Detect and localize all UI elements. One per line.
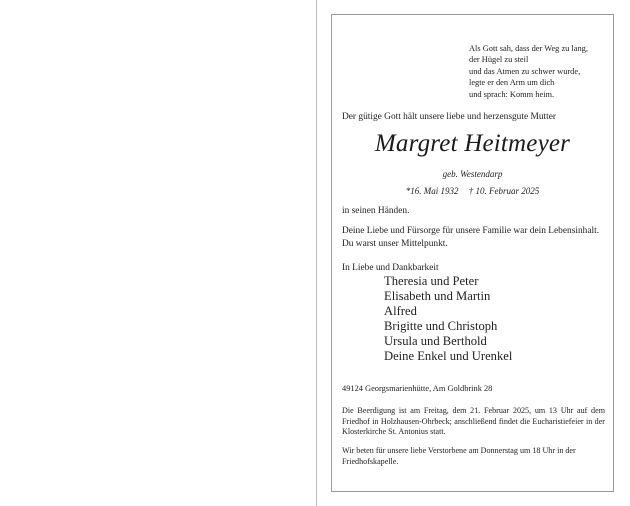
life-dates xyxy=(332,186,613,196)
mourner-entry: Deine Enkel und Urenkel xyxy=(384,349,513,364)
mourner-entry: Brigitte und Christoph xyxy=(384,319,498,334)
funeral-info: Die Beerdigung ist am Freitag, dem 21. Februar 2025, um 13 Uhr auf dem Friedhof in Holzhausen-Ohrbeck; anschließend findet die Eucharistiefeier in der Klosterkirche St. Antonius statt. xyxy=(342,406,605,437)
gratitude-text: In Liebe und Dankbarkeit xyxy=(342,263,439,273)
maiden-name: geb. Westendarp xyxy=(442,169,503,179)
intro-text: Der gütige Gott hält unsere liebe und herzensgute Mutter xyxy=(342,112,556,122)
mourner-entry: Theresia und Peter xyxy=(384,274,479,288)
poem xyxy=(469,43,588,100)
poem-line: der Hügel zu steil xyxy=(469,55,529,65)
mourners-list xyxy=(384,274,512,365)
address: 49124 Georgsmarienhütte, Am Goldbrink 28 xyxy=(342,384,493,393)
death-date: † 10. Februar 2025 xyxy=(468,186,540,196)
obituary-card xyxy=(331,14,614,492)
hands-text: in seinen Händen. xyxy=(342,206,410,216)
poem-line: und das Atmen zu schwer wurde, xyxy=(469,66,581,76)
mourner-entry: Elisabeth und Martin xyxy=(384,289,491,304)
deceased-name: Margret Heitmeyer xyxy=(374,130,571,157)
poem-line: Als Gott sah, dass der Weg zu lang, xyxy=(469,44,588,53)
mourner-entry: Alfred xyxy=(384,304,417,319)
prayer-info: Wir beten für unsere liebe Verstorbene am Donnerstag um 18 Uhr in der Friedhofskapelle. xyxy=(342,446,576,466)
poem-line: und sprach: Komm heim. xyxy=(469,89,555,99)
fold-line xyxy=(316,0,317,506)
poem-line: legte er den Arm um dich xyxy=(469,78,555,88)
love-text: Deine Liebe und Fürsorge für unsere Familie war dein Lebensinhalt. Du warst unser Mittelpunkt. xyxy=(342,226,600,249)
mourner-entry: Ursula und Berthold xyxy=(384,334,487,349)
birth-date: *16. Mai 1932 xyxy=(405,186,459,196)
